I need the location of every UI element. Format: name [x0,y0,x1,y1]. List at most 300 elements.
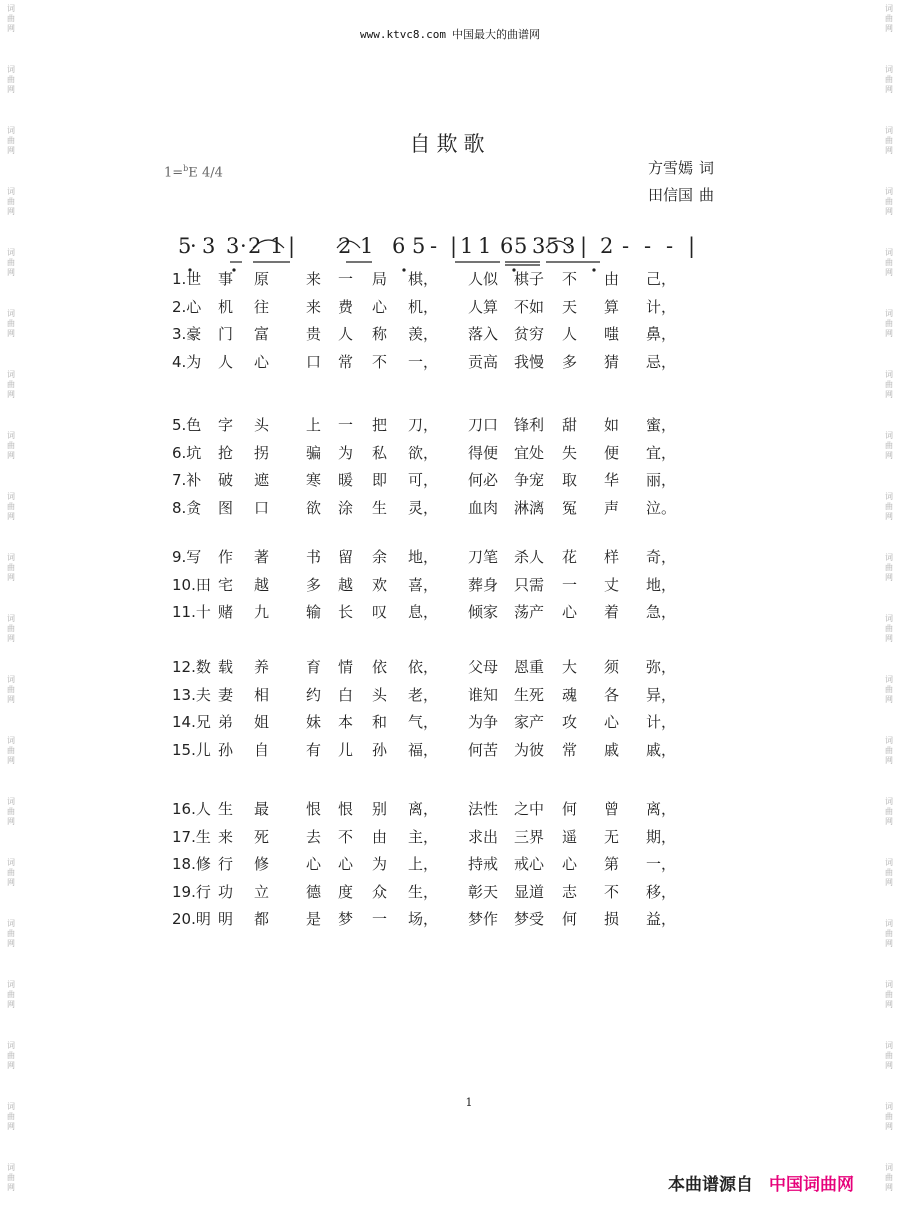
watermark-char: 曲 [885,685,893,694]
lyric-word: 荡产 [514,603,545,621]
lyric-word: 欲， [408,443,439,462]
jianpu-note: 2 [600,234,614,258]
lyric-word: 梦作 [468,910,499,928]
lyric-word: 依 [372,658,388,676]
lyric-word: 本 [338,713,354,731]
lyric-word: 之中 [514,800,545,818]
jianpu-note: 2 [338,234,352,258]
lyric-word: 一 [562,575,578,594]
watermark-char: 曲 [7,258,15,267]
lyric-word: 明 [218,910,234,928]
watermark-char: 网 [885,85,893,94]
lyric-word: 贫穷 [514,325,545,343]
lyric-word: 求出 [468,827,499,846]
lyric-verse-line [172,469,732,491]
jianpu-note: 6 [392,234,406,258]
watermark-char: 网 [885,512,893,521]
watermark-char: 网 [885,1183,893,1192]
lyric-word: 德 [306,882,322,901]
lyric-word: 杀人 [514,548,545,566]
watermark-char: 词 [885,1163,893,1172]
lyric-word: 华 [604,471,620,489]
lyric-word: 梦 [338,910,354,928]
watermark-char: 网 [7,146,15,155]
watermark-char: 曲 [7,563,15,572]
lyric-word: 儿 [338,740,354,759]
watermark-char: 曲 [7,502,15,511]
watermark-char: 词 [7,919,15,928]
lyric-word: 曾 [604,800,620,818]
lyric-word: 门 [218,325,234,343]
lyric-word: 上， [408,855,439,873]
lyric-word: 破 [218,471,234,489]
lyric-word: 作 [218,548,234,566]
watermark-char: 词 [7,736,15,745]
watermark-char: 词 [885,309,893,318]
lyric-word: 不 [338,827,354,846]
jianpu-note: 3 [532,234,546,258]
watermark-char: 网 [885,695,893,704]
watermark-char: 曲 [885,1112,893,1121]
lyric-verse-line [172,881,732,903]
lyric-word: 生， [408,882,439,901]
lyric-word: 葬身 [468,575,499,594]
lyric-verse-line [172,296,732,318]
watermark-char: 词 [7,858,15,867]
lyric-word: 称 [372,325,388,343]
right-watermark-strip [882,0,896,1220]
watermark-char: 网 [885,268,893,277]
lyric-word: 喜， [408,575,439,594]
jianpu-note: 3 [226,234,240,258]
watermark-char: 网 [7,695,15,704]
lyric-word: 2.心 [172,297,202,316]
watermark-char: 词 [885,492,893,501]
lyric-word: 越 [254,575,270,594]
lyric-word: 9.写 [172,548,202,566]
barline: | [688,234,696,258]
lyric-word: 魂 [562,685,578,704]
lyric-word: 众 [372,882,388,901]
lyric-word: 依， [408,658,439,676]
watermark-char: 词 [7,248,15,257]
lyric-word: 场， [408,910,439,928]
watermark-char: 网 [885,1061,893,1070]
lyric-word: 恨 [306,800,322,818]
watermark-char: 曲 [7,685,15,694]
page-number: 1 [465,1096,473,1109]
watermark-char: 词 [7,797,15,806]
watermark-char: 网 [7,1122,15,1131]
lyric-word: 我慢 [514,352,545,371]
watermark-char: 网 [7,939,15,948]
watermark-char: 曲 [7,929,15,938]
lyric-word: 16.人 [172,800,211,818]
lyric-word: 福， [408,740,439,759]
watermark-char: 词 [885,4,893,13]
lyric-word: 18.修 [172,855,211,873]
lyric-word: 攻 [562,713,578,731]
lyric-word: 冤 [562,498,578,517]
lyricist-name: 方雪嫣 [648,159,694,177]
source-credit [668,1170,854,1195]
jianpu-note: 1 [360,234,374,258]
lyric-word: 寒 [306,471,322,489]
lyric-word: 便 [604,443,620,462]
lyric-word: 戒心 [514,855,545,873]
lyric-word: 去 [306,827,322,846]
watermark-char: 网 [885,451,893,460]
lyric-word: 持戒 [468,855,499,873]
lyric-word: 样 [604,548,620,566]
lyric-word: 弥， [646,658,677,676]
lyric-word: 私 [372,443,388,462]
watermark-char: 网 [885,1122,893,1131]
lyric-word: 戚 [604,740,620,759]
watermark-char: 词 [885,736,893,745]
lyric-word: 费 [338,297,354,316]
watermark-char: 网 [885,24,893,33]
lyric-word: 6.坑 [172,443,202,462]
lyric-word: 人 [338,325,354,343]
source-site[interactable]: 中国词曲网 [769,1175,854,1195]
watermark-char: 词 [7,675,15,684]
watermark-char: 网 [7,756,15,765]
lyric-word: 生 [372,498,388,517]
lyric-word: 行 [218,855,234,873]
watermark-char: 曲 [885,136,893,145]
lyric-word: 19.行 [172,882,211,901]
lyric-word: 己， [646,270,677,288]
lyric-word: 算 [604,297,620,316]
lyric-word: 声 [604,498,620,517]
lyric-word: 鼻， [646,325,677,343]
lyric-word: 著 [254,548,270,566]
lyric-word: 嗤 [604,325,620,343]
watermark-char: 词 [885,1041,893,1050]
watermark-char: 曲 [7,990,15,999]
lyric-word: 头 [254,416,270,434]
watermark-char: 词 [7,492,15,501]
watermark-char: 网 [7,634,15,643]
lyric-word: 地， [408,548,439,566]
lyric-word: 来 [306,270,322,288]
watermark-char: 词 [7,553,15,562]
lyric-verse-line [172,826,732,848]
lyric-word: 养 [254,658,270,676]
lyric-word: 天 [562,297,578,316]
watermark-char: 网 [7,451,15,460]
dot-mark: · [190,234,197,258]
lyric-word: 彰天 [468,882,499,901]
barline: | [450,234,458,258]
key-note: E [188,165,198,181]
watermark-char: 词 [7,4,15,13]
watermark-char: 词 [7,1163,15,1172]
watermark-char: 网 [885,756,893,765]
lyric-word: 涂 [338,498,354,517]
lyric-word: 一， [408,352,439,371]
lyric-word: 常 [562,740,578,759]
watermark-char: 曲 [885,197,893,206]
lyric-verse-line [172,351,732,373]
lyric-word: 不 [562,270,578,288]
site-tagline: 中国最大的曲谱网 [452,28,541,41]
lyric-word: 三界 [514,827,545,846]
lyric-word: 20.明 [172,910,211,928]
watermark-char: 曲 [885,929,893,938]
site-url[interactable]: www.ktvc8.com [359,28,447,41]
lyric-word: 志 [562,882,578,901]
lyric-word: 死 [254,827,270,846]
lyric-word: 刀口 [468,416,499,434]
lyric-word: 多 [306,575,322,594]
lyric-word: 气， [408,713,439,731]
lyric-word: 争宠 [514,471,545,489]
lyric-word: 为彼 [514,740,545,759]
lyric-word: 得便 [468,443,499,462]
lyric-word: 遥 [562,827,578,846]
watermark-char: 网 [7,1061,15,1070]
lyric-word: 留 [338,548,354,566]
watermark-char: 网 [7,573,15,582]
lyric-word: 由 [372,827,388,846]
lyric-word: 修 [254,855,270,873]
lyric-word: 棋， [408,270,439,288]
lyric-word: 约 [306,685,322,704]
lyric-word: 如 [604,416,620,434]
watermark-char: 曲 [885,319,893,328]
jianpu-note: 5 [412,234,426,258]
lyric-word: 有 [306,740,322,759]
lyric-word: 都 [254,910,270,928]
watermark-char: 词 [885,858,893,867]
lyric-word: 别 [372,800,388,818]
lyric-word: 欢 [372,575,388,594]
lyric-verse-line [172,684,732,706]
lyric-verse-line [172,574,732,596]
lyric-word: 谁知 [468,685,499,704]
watermark-char: 网 [7,878,15,887]
watermark-char: 词 [885,553,893,562]
lyric-word: 不 [604,882,620,901]
lyric-word: 生死 [514,685,545,704]
watermark-char: 词 [885,126,893,135]
lyric-word: 往 [254,297,270,316]
watermark-char: 网 [7,1183,15,1192]
lyric-word: 多 [562,352,578,371]
lyric-verse-line [172,656,732,678]
key-flat: b [183,164,189,173]
lyric-verse-line [172,853,732,875]
watermark-char: 网 [7,329,15,338]
watermark-char: 曲 [885,868,893,877]
lyric-word: 宅 [218,575,234,594]
barline: | [580,234,588,258]
lyric-word: 为争 [468,713,499,731]
lyric-word: 育 [306,658,322,676]
lyric-word: 抢 [218,443,234,462]
jianpu-note: - [622,234,630,258]
lyric-word: 失 [562,443,578,462]
lyric-word: 口 [254,498,270,517]
composer-name: 田信国 [648,186,694,204]
lyric-word: 棋子 [514,270,545,288]
watermark-char: 曲 [7,197,15,206]
lyric-word: 心 [372,297,388,316]
watermark-char: 曲 [885,624,893,633]
lyric-word: 甜 [562,416,578,434]
lyric-word: 各 [604,685,620,704]
jianpu-note: 1 [460,234,474,258]
lyric-word: 立 [254,882,270,901]
watermark-char: 词 [885,431,893,440]
watermark-char: 词 [885,1102,893,1111]
lyric-word: 骗 [306,443,322,462]
lyric-verse-line [172,268,732,290]
watermark-char: 网 [7,85,15,94]
lyric-word: 损 [604,910,620,928]
lyric-word: 猜 [604,352,620,371]
watermark-char: 词 [7,309,15,318]
lyric-word: 刀笔 [468,548,499,566]
watermark-char: 词 [7,370,15,379]
lyric-word: 人 [218,352,234,371]
lyric-word: 九 [254,603,270,621]
lyric-word: 显道 [514,882,545,901]
watermark-char: 网 [885,939,893,948]
lyric-word: 即 [372,471,388,489]
lyric-word: 和 [372,713,388,731]
watermark-char: 曲 [7,380,15,389]
watermark-char: 网 [7,24,15,33]
lyric-word: 赌 [218,603,234,621]
watermark-char: 网 [7,207,15,216]
lyric-word: 异， [646,685,677,704]
watermark-char: 网 [885,146,893,155]
watermark-char: 网 [7,512,15,521]
lyric-word: 心 [306,855,322,873]
left-watermark-strip [4,0,18,1220]
barline: | [288,234,296,258]
lyric-word: 家产 [514,713,545,731]
lyric-word: 最 [254,800,270,818]
lyric-word: 4.为 [172,352,202,371]
watermark-char: 曲 [885,14,893,23]
jianpu-note: - [430,234,438,258]
watermark-char: 词 [885,919,893,928]
lyric-word: 输 [306,603,322,621]
lyric-word: 期， [646,827,677,846]
lyric-word: 机， [408,297,439,316]
watermark-char: 词 [7,126,15,135]
lyric-word: 第 [604,855,620,873]
lyric-word: 上 [306,416,322,434]
watermark-char: 曲 [7,136,15,145]
lyric-verse-line [172,442,732,464]
lyric-verse-line [172,908,732,930]
lyric-word: 益， [646,910,677,928]
watermark-char: 曲 [885,441,893,450]
lyric-word: 载 [218,658,234,676]
jianpu-note: 2 [248,234,262,258]
lyric-word: 为 [338,443,354,462]
watermark-char: 曲 [7,624,15,633]
lyric-word: 何必 [468,471,499,489]
lyric-word: 刀， [408,416,439,434]
lyric-word: 自 [254,740,270,759]
lyric-word: 一， [646,855,677,873]
lyric-word: 大 [562,658,578,676]
lyric-word: 急， [646,603,677,621]
lyric-word: 血肉 [468,498,499,517]
lyric-word: 14.兄 [172,713,211,731]
lyric-word: 心 [338,855,354,873]
lyric-word: 法性 [468,800,499,818]
lyric-word: 人 [562,325,578,343]
lyric-word: 花 [562,548,578,566]
lyric-word: 弟 [218,713,234,731]
lyric-word: 取 [562,471,578,489]
lyric-word: 无 [604,827,620,846]
lyric-word: 羡， [408,325,439,343]
lyric-word: 父母 [468,658,499,676]
watermark-char: 曲 [7,319,15,328]
lyric-word: 一 [372,910,388,928]
lyric-word: 字 [218,416,234,434]
lyric-word: 着 [604,603,620,621]
watermark-char: 曲 [7,746,15,755]
watermark-char: 曲 [885,563,893,572]
key-signature [164,164,223,180]
song-title: 自欺歌 [409,132,491,156]
lyric-word: 忌， [646,352,677,371]
lyric-word: 落入 [468,325,499,343]
watermark-char: 词 [7,614,15,623]
lyric-word: 移， [646,882,677,901]
lyric-word: 15.儿 [172,740,211,759]
jianpu-note: 3 [562,234,576,258]
lyric-word: 功 [218,882,234,901]
lyric-word: 长 [338,603,354,621]
watermark-char: 曲 [885,380,893,389]
lyric-word: 一 [338,270,354,288]
lyric-word: 10.田 [172,575,211,594]
lyric-word: 计， [646,297,677,316]
lyric-word: 梦受 [514,910,545,928]
watermark-char: 词 [7,1041,15,1050]
lyric-word: 原 [254,270,270,288]
lyric-word: 遮 [254,471,270,489]
watermark-char: 网 [7,817,15,826]
watermark-char: 词 [885,675,893,684]
watermark-char: 曲 [885,746,893,755]
watermark-char: 网 [7,1000,15,1009]
lyric-word: 何 [562,800,578,818]
lyric-word: 心 [562,855,578,873]
watermark-char: 网 [885,878,893,887]
watermark-char: 网 [885,207,893,216]
lyric-word: 拐 [254,443,270,462]
key-prefix: 1= [164,165,184,181]
watermark-char: 词 [885,187,893,196]
lyric-word: 一 [338,416,354,434]
lyric-word: 宜， [646,443,677,462]
lyric-word: 13.夫 [172,685,211,704]
watermark-char: 曲 [7,1112,15,1121]
lyric-word: 书 [306,548,322,566]
lyric-word: 须 [604,658,620,676]
